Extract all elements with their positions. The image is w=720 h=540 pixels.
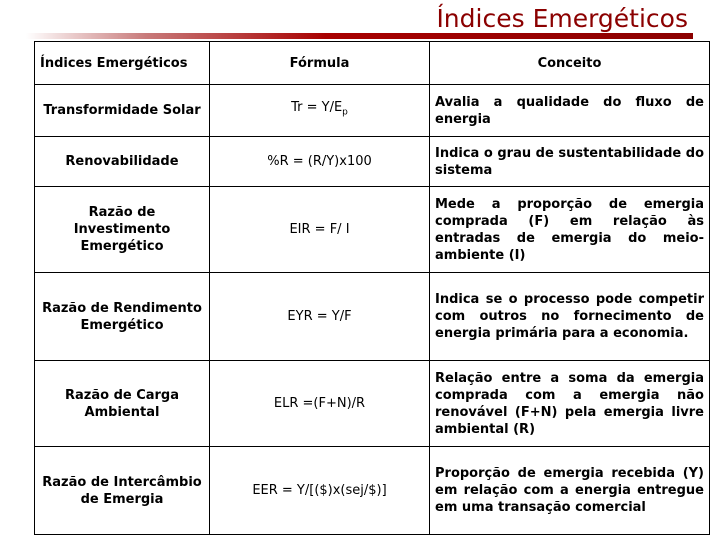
index-concept: Mede a proporção de emergia comprada (F) em relação às entradas de emergia do meio-ambiente (I) — [430, 187, 710, 273]
index-concept: Relação entre a soma da emergia comprada com a emergia não renovável (F+N) pela emergia livre ambiental (R) — [430, 361, 710, 447]
index-name: Razão de Rendimento Emergético — [35, 273, 210, 361]
table-row — [35, 137, 710, 187]
index-formula: EER = Y/[($)x(sej/$)] — [210, 447, 430, 535]
table-header-row — [35, 42, 710, 85]
header-indices: Índices Emergéticos — [35, 42, 210, 85]
index-name: Razão de Intercâmbio de Emergia — [35, 447, 210, 535]
emergy-indices-table — [34, 41, 710, 535]
index-name: Razão de Investimento Emergético — [35, 187, 210, 273]
index-concept: Indica o grau de sustentabilidade do sistema — [430, 137, 710, 187]
index-formula: $Tr = Y/E_p$ — [210, 85, 430, 137]
table-row — [35, 447, 710, 535]
index-concept: Avalia a qualidade do fluxo de energia — [430, 85, 710, 137]
table-row — [35, 187, 710, 273]
index-name: Transformidade Solar — [35, 85, 210, 137]
index-concept: Proporção de emergia recebida (Y) em relação com a energia entregue em uma transação comercial — [430, 447, 710, 535]
table-row — [35, 361, 710, 447]
table-row — [35, 85, 710, 137]
header-formula: Fórmula — [210, 42, 430, 85]
slide-title: Índices Emergéticos — [436, 4, 688, 33]
table-row — [35, 273, 710, 361]
index-formula: ELR =(F+N)/R — [210, 361, 430, 447]
index-concept: Indica se o processo pode competir com outros no fornecimento de energia primária para a economia. — [430, 273, 710, 361]
index-name: Razão de Carga Ambiental — [35, 361, 210, 447]
title-underline — [26, 33, 693, 39]
index-formula: EYR = Y/F — [210, 273, 430, 361]
index-formula: EIR = F/ I — [210, 187, 430, 273]
index-formula: %R = (R/Y)x100 — [210, 137, 430, 187]
index-name: Renovabilidade — [35, 137, 210, 187]
header-concept: Conceito — [430, 42, 710, 85]
